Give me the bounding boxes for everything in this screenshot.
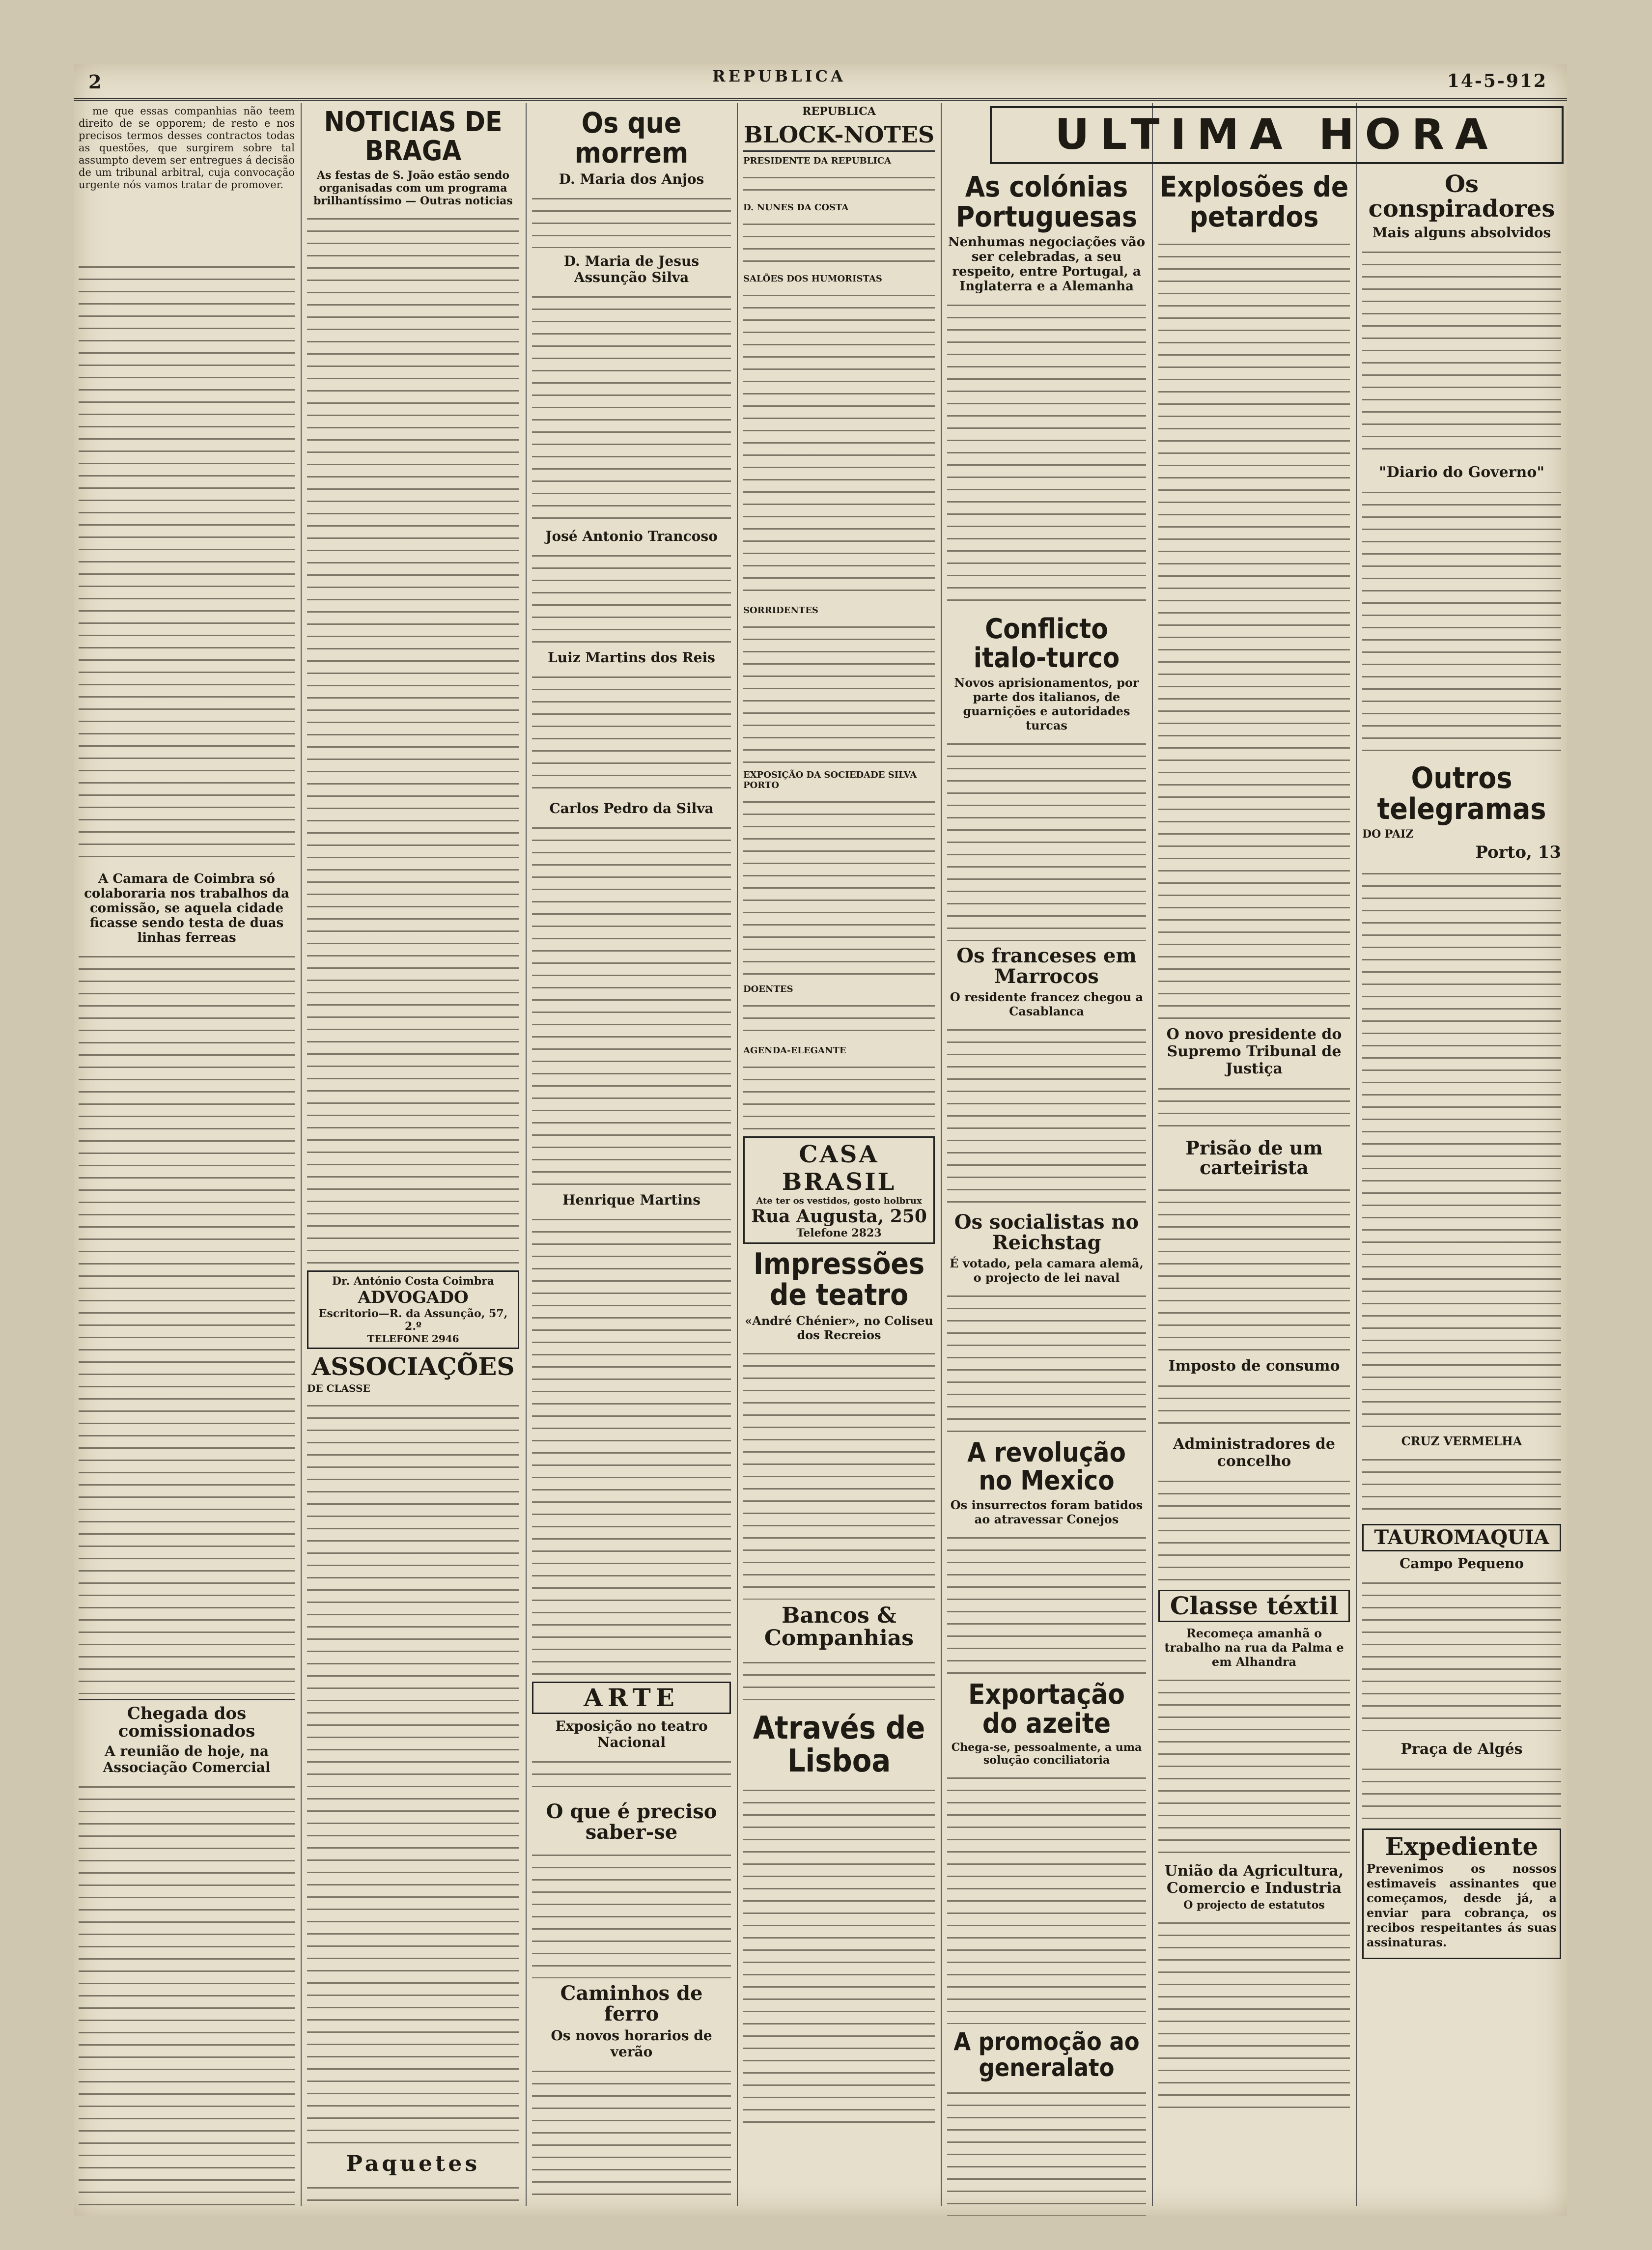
text-block (743, 792, 935, 979)
lawyer-phone: TELEFONE 2946 (367, 1332, 459, 1345)
text-block (743, 286, 935, 600)
italo-turkish-subhead: Novos aprisionamentos, por parte dos italianos, de guarnições e autoridades turcas (954, 675, 1139, 733)
column-rule (941, 103, 942, 2206)
obituary-name: José Antonio Trancoso (545, 528, 718, 544)
column-rule (301, 103, 302, 2206)
mexico-headline: A revolução no Mexico (967, 1437, 1126, 1496)
obituary-name: Luiz Martins dos Reis (548, 649, 715, 666)
text-block (1158, 1079, 1350, 1133)
text-block (743, 168, 935, 197)
opening-text: me que essas companhias não teem direito de se opporem; de resto e nos precisos termos desses contractos todas as questões, que surgirem sobre tal assumpto devem ser entregues á decisão de um tribunal arbitral, cuja convocação urgente nós vamos tratar de promover. (79, 105, 295, 191)
page-number: 2 (88, 71, 102, 93)
union-headline: União da Agricultura, Comercio e Industria (1164, 1862, 1344, 1897)
column-1 (74, 103, 300, 2206)
text-block (532, 189, 731, 248)
need-headline: O que é preciso saber-se (546, 1800, 717, 1844)
text-block (79, 257, 295, 867)
alges-heading: Praça de Algés (1400, 1740, 1523, 1758)
obituary-name: D. Maria dos Anjos (559, 170, 704, 187)
telegrams-headline: Outros telegramas (1377, 760, 1546, 826)
expediente-headline: Expediente (1385, 1831, 1539, 1861)
lisbon-headline: Através de Lisboa (753, 1710, 925, 1779)
column-rule (1356, 103, 1357, 2206)
text-block (79, 947, 295, 1694)
olive-oil-headline: Exportação do azeite (968, 1678, 1125, 1740)
text-block (532, 1846, 731, 1978)
conspirators-headline: Os conspiradores (1368, 170, 1555, 223)
ad-address: Rua Augusta, 250 (751, 1206, 927, 1227)
obituary-name: Henrique Martins (562, 1191, 701, 1208)
obituary-name: D. Maria de Jesus Assunção Silva (563, 253, 700, 285)
column-rule (1152, 103, 1153, 2206)
text-block (532, 287, 731, 523)
text-block (1158, 1181, 1350, 1352)
casa-brasil-ad (743, 1136, 935, 1244)
gov-diary-heading: "Diario do Governo" (1379, 463, 1544, 481)
text-block (947, 734, 1146, 941)
text-block (743, 215, 935, 269)
column-5 (942, 167, 1151, 2216)
column-7 (1357, 167, 1566, 2216)
theatre-headline: Impressões de teatro (753, 1247, 925, 1313)
text-block (307, 2178, 519, 2206)
ad-line: Ate ter os vestidos, gosto holbrux (756, 1196, 922, 1207)
subsection-label: AGENDA-ELEGANTE (743, 1045, 846, 1056)
column-3 (527, 103, 736, 2206)
text-block (743, 618, 935, 765)
red-cross-heading: CRUZ VERMELHA (1401, 1434, 1522, 1448)
text-block (743, 1653, 935, 1707)
section-heading: A Camara de Coimbra só colaboraria nos trabalhos da comissão, se aquela cidade ficasse sendo testa de duas linhas ferreas (84, 872, 289, 945)
text-block (1158, 1671, 1350, 1857)
divider (79, 1699, 295, 1700)
text-block (532, 1210, 731, 1677)
text-block (947, 2083, 1146, 2216)
text-block (1362, 864, 1561, 1429)
pickpocket-headline: Prisão de um carteirista (1185, 1136, 1323, 1179)
text-block (1362, 243, 1561, 459)
arts-section-box (532, 1682, 731, 1715)
text-block (79, 1777, 295, 2206)
masthead (74, 64, 1567, 101)
block-notes-headline: BLOCK-NOTES (743, 121, 935, 148)
ultima-hora-banner: ULTIMA HORA (990, 106, 1564, 164)
column-4 (738, 103, 940, 2206)
obituary-headline: Os que morrem (574, 106, 689, 169)
text-block (1158, 1377, 1350, 1431)
italo-turkish-headline: Conflicto italo-turco (973, 613, 1120, 674)
arts-section: ARTE (584, 1683, 679, 1712)
conspirators-subhead: Mais alguns absolvidos (1372, 224, 1551, 241)
text-block (743, 996, 935, 1041)
text-block (1158, 1913, 1350, 2110)
theatre-subhead: «André Chénier», no Coliseu dos Recreios (745, 1314, 933, 1343)
text-block (947, 1287, 1146, 1434)
tauromachy-box (1362, 1524, 1561, 1551)
mexico-subhead: Os insurrectos foram batidos ao atravessar Conejos (950, 1497, 1143, 1526)
text-block (1362, 1574, 1561, 1736)
consumption-tax-headline: Imposto de consumo (1168, 1357, 1340, 1375)
subsection-label: D. NUNES DA COSTA (743, 202, 849, 213)
arts-headline: Exposição no teatro Nacional (555, 1718, 708, 1751)
text-block (947, 296, 1146, 610)
union-subhead: O projecto de estatutos (1183, 1899, 1325, 1912)
text-block (947, 1528, 1146, 1676)
text-block (1362, 1760, 1561, 1824)
reichstag-subhead: É votado, pela camara alemã, o projecto de lei naval (950, 1256, 1144, 1285)
textile-subhead: Recomeça amanhã o trabalho na rua da Palma e em Alhandra (1164, 1626, 1344, 1669)
masthead-date: 14-5-912 (1447, 71, 1547, 91)
divider (743, 150, 935, 152)
administrators-headline: Administradores de concelho (1173, 1435, 1335, 1470)
rail-headline: Caminhos de ferro (560, 1982, 703, 2026)
olive-oil-subhead: Chega-se, pessoalmente, a uma solução conciliatoria (951, 1741, 1142, 1767)
newspaper-page (74, 64, 1567, 2216)
subsection-label: PRESIDENTE DA REPUBLICA (743, 156, 892, 167)
ad-name: CASA BRASIL (782, 1141, 896, 1196)
subsection-label: DOENTES (743, 984, 793, 995)
text-block (532, 818, 731, 1187)
block-notes-kicker: REPUBLICA (802, 105, 876, 118)
banks-headline: Bancos & Companhias (764, 1603, 914, 1651)
column-6 (1153, 167, 1355, 2216)
morocco-headline: Os franceses em Marrocos (956, 944, 1137, 988)
colonies-subhead: Nenhumas negociações vão ser celebradas, a seu respeito, entre Portugal, a Inglaterra e a Alemanha (948, 234, 1146, 294)
promotion-headline: A promoção ao generalato (953, 2027, 1140, 2082)
text-block (532, 2062, 731, 2206)
subsection-label: SORRIDENTES (743, 605, 818, 616)
text-block (1158, 235, 1350, 1021)
article-subhead: A reunião de hoje, na Associação Comercial (103, 1743, 271, 1776)
porto-dateline: Porto, 13 (1475, 842, 1561, 862)
text-block (743, 1058, 935, 1131)
column-rule (737, 103, 738, 2206)
expediente-box (1362, 1828, 1561, 1960)
column-2 (302, 103, 524, 2206)
text-block (1158, 1472, 1350, 1585)
associations-sub: DE CLASSE (307, 1382, 370, 1395)
text-block (743, 1781, 935, 2125)
lawyer-title: ADVOGADO (358, 1287, 469, 1307)
text-block (532, 1752, 731, 1797)
text-block (743, 1344, 935, 1600)
text-block (307, 209, 519, 1266)
masthead-title: REPUBLICA (712, 67, 846, 85)
text-block (947, 1020, 1146, 1207)
text-block (532, 668, 731, 795)
textile-headline: Classe téxtil (1170, 1591, 1339, 1620)
associations-section: ASSOCIAÇÕES (311, 1351, 515, 1381)
reichstag-headline: Os socialistas no Reichstag (954, 1210, 1139, 1255)
braga-subhead: As festas de S. João estão sendo organisadas com um programa brilhantíssimo — Outras noticias (313, 169, 513, 207)
rail-subhead: Os novos horarios de verão (551, 2027, 712, 2060)
telegrams-subhead: DO PAIZ (1362, 827, 1414, 841)
subsection-label: EXPOSIÇÃO DA SOCIEDADE SILVA PORTO (743, 770, 917, 791)
text-block (947, 1769, 1146, 2024)
colonies-headline: As colónias Portuguesas (955, 170, 1138, 233)
text-block (1362, 1450, 1561, 1519)
ad-phone: Telefone 2823 (796, 1227, 882, 1240)
textile-box (1158, 1590, 1350, 1623)
text-block (307, 1396, 519, 2148)
column-rule (526, 103, 527, 2206)
supreme-court-headline: O novo presidente do Supremo Tribunal de Justiça (1166, 1025, 1342, 1077)
lawyer-address: Escritorio—R. da Assunção, 57, 2.º (318, 1307, 508, 1333)
subsection-label: SALÕES DOS HUMORISTAS (743, 274, 882, 284)
obituary-name: Carlos Pedro da Silva (549, 800, 714, 816)
text-block (532, 546, 731, 645)
lawyer-ad (307, 1270, 519, 1349)
text-block (1362, 483, 1561, 758)
shipping-section: Paquetes (346, 2151, 480, 2177)
morocco-subhead: O residente francez chegou a Casablanca (950, 990, 1144, 1019)
lawyer-name: Dr. António Costa Coimbra (332, 1274, 495, 1288)
tauromachy-subhead: Campo Pequeno (1400, 1555, 1524, 1572)
expediente-text: Prevenimos os nossos estimaveis assinantes que começamos, desde já, a enviar para cobrança, os recibos respeitantes ás suas assinaturas. (1367, 1861, 1557, 1950)
article-headline: Chegada dos comissionados (118, 1704, 255, 1741)
tauromachy-headline: TAUROMAQUIA (1374, 1525, 1549, 1549)
petards-headline: Explosões de petardos (1159, 170, 1349, 233)
braga-headline: NOTICIAS DE BRAGA (324, 106, 503, 167)
